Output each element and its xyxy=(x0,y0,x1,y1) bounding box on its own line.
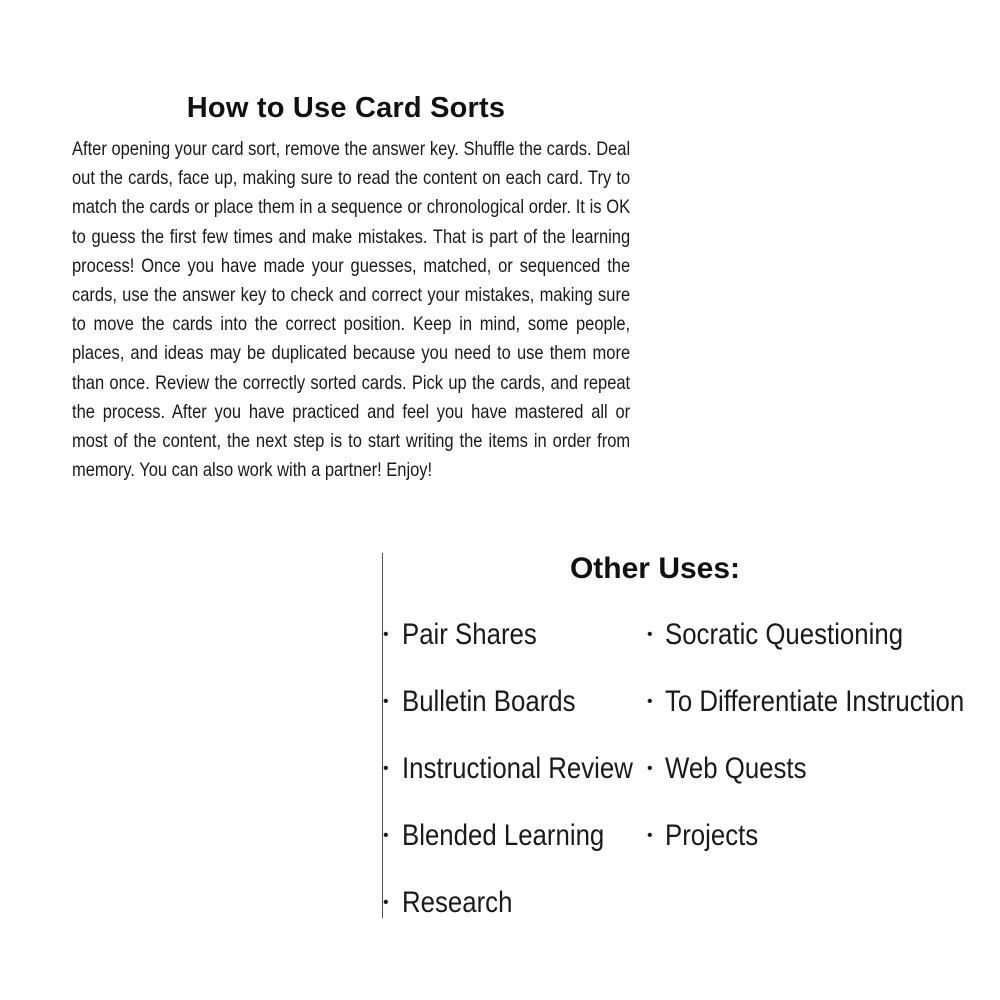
how-to-instructions: After opening your card sort, remove the answer key. Shuffle the cards. Deal out the cards, face up, making sure to read the content on each card. Try to match the cards or place them in a sequence or chronological order. It is OK to guess the first few times and make mistakes. That is part of the learning process! Once you have made your guesses, matched, or sequenced the cards, use the answer key to check and correct your mistakes, making sure to move the cards into the correct position. Keep in mind, some people, places, and ideas may be duplicated because you need to use them more than once. Review the correctly sorted cards. Pick up the cards, and repeat the process. After you have practiced and feel you have mastered all or most of the content, the next step is to start writing the items in order from memory. You can also work with a partner! Enjoy! xyxy=(72,139,631,482)
bullet-icon: • xyxy=(383,827,389,844)
use-label: Socratic Questioning xyxy=(665,618,904,651)
use-label: Web Quests xyxy=(665,752,807,785)
bullet-icon: • xyxy=(647,760,653,777)
list-item xyxy=(383,679,670,746)
bullet-icon: • xyxy=(647,626,653,643)
bullet-icon: • xyxy=(383,894,389,911)
use-label: Instructional Review xyxy=(402,752,633,785)
bullet-icon: • xyxy=(647,693,653,710)
other-uses-list-left xyxy=(383,612,670,947)
bullet-icon: • xyxy=(383,626,389,643)
other-uses-list-right xyxy=(647,612,1000,880)
list-item xyxy=(383,612,670,679)
list-item xyxy=(647,813,1000,880)
use-label: Projects xyxy=(665,819,759,852)
bullet-icon: • xyxy=(383,693,389,710)
other-uses-title: Other Uses: xyxy=(569,552,741,585)
use-label: Blended Learning xyxy=(402,819,605,852)
use-label: Bulletin Boards xyxy=(402,685,576,718)
bullet-icon: • xyxy=(647,827,653,844)
bullet-icon: • xyxy=(383,760,389,777)
use-label: To Differentiate Instruction xyxy=(665,685,965,718)
list-item xyxy=(647,679,1000,746)
use-label: Pair Shares xyxy=(402,618,537,651)
how-to-title: How to Use Card Sorts xyxy=(186,92,506,124)
use-label: Research xyxy=(402,886,513,919)
list-item xyxy=(383,813,670,880)
list-item xyxy=(647,746,1000,813)
list-item xyxy=(383,746,670,813)
list-item xyxy=(647,612,1000,679)
list-item xyxy=(383,880,670,947)
